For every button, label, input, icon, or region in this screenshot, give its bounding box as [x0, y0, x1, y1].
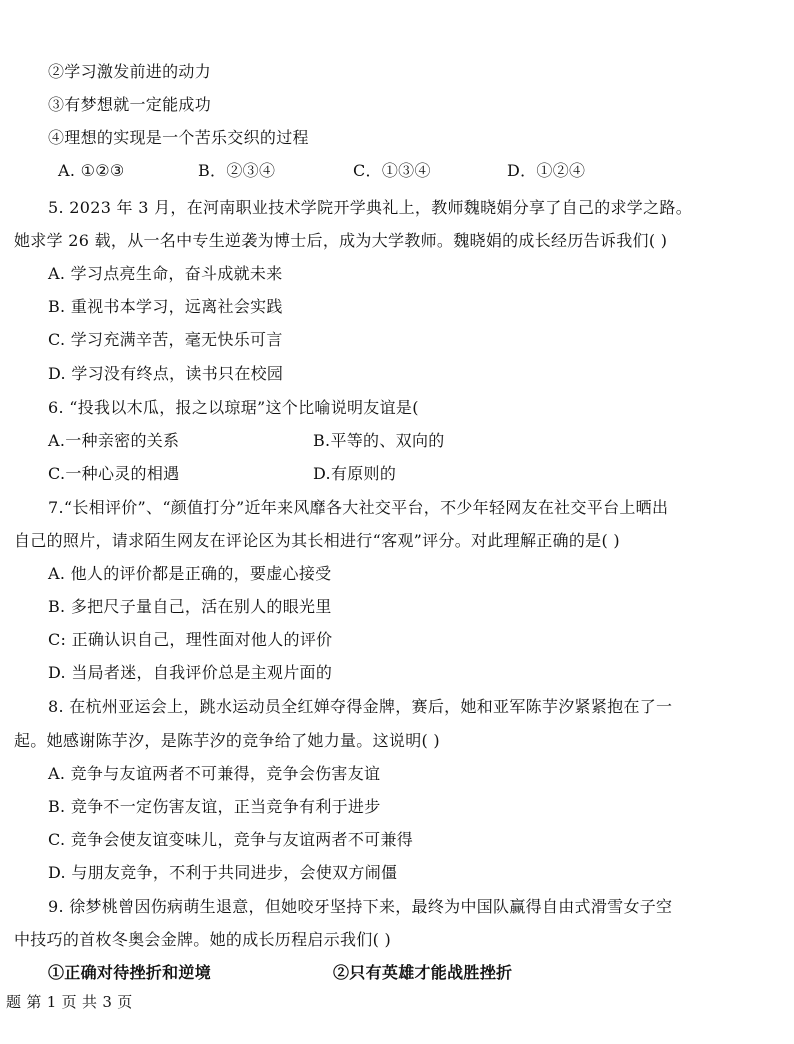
- q7-stem-line-2: 自己的照片，请求陌生网友在评论区为其长相进行“客观”评分。对此理解正确的是( ): [14, 531, 620, 550]
- q8-option-c: C. 竞争会使友谊变味儿，竞争与友谊两者不可兼得: [48, 830, 414, 849]
- q8-option-b: B. 竞争不一定伤害友谊，正当竞争有利于进步: [48, 797, 381, 816]
- q5-option-b: B. 重视书本学习，远离社会实践: [48, 297, 283, 316]
- q7-option-a: A. 他人的评价都是正确的，要虚心接受: [48, 564, 332, 583]
- q5-stem-line-1: 5. 2023 年 3 月，在河南职业技术学院开学典礼上，教师魏晓娟分享了自己的求学之路。: [48, 198, 693, 217]
- q5-option-a: A. 学习点亮生命，奋斗成就未来: [48, 264, 283, 283]
- q7-option-c: C: 正确认识自己，理性面对他人的评价: [48, 630, 333, 649]
- q8-stem-line-2: 起。她感谢陈芋汐，是陈芋汐的竞争给了她力量。这说明( ): [14, 731, 440, 750]
- q5-option-c: C. 学习充满辛苦，毫无快乐可言: [48, 330, 283, 349]
- q4-option-c: C．①③④: [353, 161, 431, 180]
- q6-option-c: C.一种心灵的相遇: [48, 464, 180, 483]
- q4-option-d: D．①②④: [507, 161, 586, 180]
- q8-option-a: A. 竞争与友谊两者不可兼得，竞争会伤害友谊: [48, 764, 381, 783]
- q9-statement-2: ②只有英雄才能战胜挫折: [333, 963, 513, 982]
- q9-stem-line-2: 中技巧的首枚冬奥会金牌。她的成长历程启示我们( ): [14, 930, 392, 949]
- q9-statement-1: ①正确对待挫折和逆境: [48, 963, 212, 982]
- page-footer: 题 第 1 页 共 3 页: [6, 993, 133, 1011]
- q6-stem: 6. “投我以木瓜，报之以琼琚”这个比喻说明友谊是(: [48, 398, 419, 417]
- q6-option-d: D.有原则的: [313, 464, 397, 483]
- q4-statement-2: ②学习激发前进的动力: [48, 62, 212, 81]
- q9-stem-line-1: 9. 徐梦桃曾因伤病萌生退意，但她咬牙坚持下来，最终为中国队赢得自由式滑雪女子空: [48, 897, 673, 916]
- q7-stem-line-1: 7.“长相评价”、“颜值打分”近年来风靡各大社交平台，不少年轻网友在社交平台上晒出: [48, 498, 669, 517]
- q7-option-b: B. 多把尺子量自己，活在别人的眼光里: [48, 597, 332, 616]
- q7-option-d: D. 当局者迷，自我评价总是主观片面的: [48, 663, 333, 682]
- q5-stem-line-2: 她求学 26 载，从一名中专生逆袭为博士后，成为大学教师。魏晓娟的成长经历告诉我们( ): [14, 231, 668, 250]
- q5-option-d: D. 学习没有终点，读书只在校园: [48, 364, 284, 383]
- q8-stem-line-1: 8. 在杭州亚运会上，跳水运动员全红婵夺得金牌，赛后，她和亚军陈芋汐紧紧抱在了一: [48, 697, 673, 716]
- q6-option-b: B.平等的、双向的: [313, 431, 445, 450]
- q4-option-a: A. ①②③: [58, 161, 125, 180]
- q4-option-b: B．②③④: [198, 161, 276, 180]
- q6-option-a: A.一种亲密的关系: [48, 431, 180, 450]
- q8-option-d: D. 与朋友竞争，不利于共同进步，会使双方闹僵: [48, 863, 398, 882]
- q4-statement-3: ③有梦想就一定能成功: [48, 95, 212, 114]
- q4-statement-4: ④理想的实现是一个苦乐交织的过程: [48, 128, 309, 147]
